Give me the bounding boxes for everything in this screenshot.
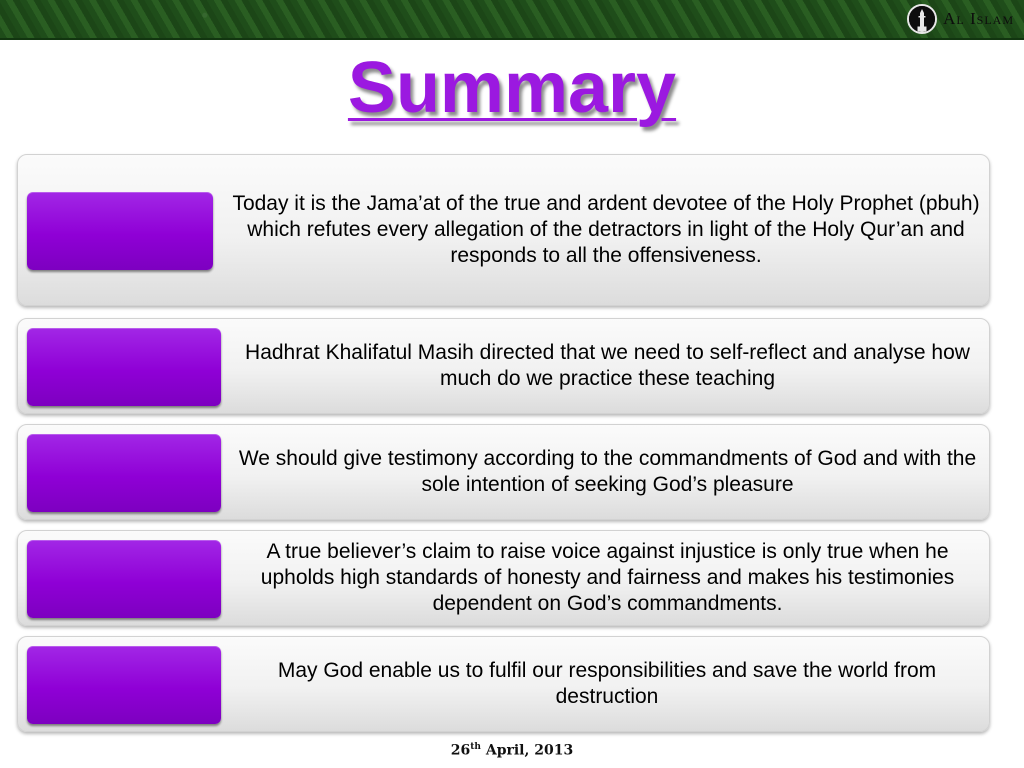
item-tab: [27, 646, 221, 724]
item-tab: [27, 192, 213, 270]
summary-item: [17, 424, 990, 520]
item-text: We should give testimony according to the commandments of God and with the sole intention of seeking God’s pleasure: [238, 447, 977, 496]
date-day: 26: [450, 742, 471, 759]
item-tab: [27, 328, 221, 406]
brand-name: Al Islam: [943, 9, 1014, 28]
date-rest: April, 2013: [485, 742, 574, 759]
summary-item: [17, 318, 990, 414]
summary-item: [17, 154, 990, 306]
item-tab: [27, 540, 221, 618]
item-tab: [27, 434, 221, 512]
minaret-icon: [907, 4, 937, 34]
brand-logo: [907, 3, 1014, 35]
summary-item: [17, 530, 990, 626]
item-text: A true believer’s claim to raise voice against injustice is only true when he upholds high standards of honesty and fairness and makes his testimonies dependent on God’s commandments.: [260, 540, 955, 615]
date-suffix: th: [470, 742, 481, 752]
item-text: Hadhrat Khalifatul Masih directed that we need to self-reflect and analyse how much do we practice these teaching: [245, 341, 970, 390]
summary-item: [17, 636, 990, 732]
top-banner: [0, 0, 1024, 40]
footer-date: [0, 742, 1024, 759]
item-text: Today it is the Jama’at of the true and ardent devotee of the Holy Prophet (pbuh) which refutes every allegation of the detractors in light of the Holy Qur’an and responds to all the offensiveness.: [232, 192, 980, 267]
item-text: May God enable us to fulfil our responsibilities and save the world from destruction: [277, 659, 937, 708]
page-title: Summary: [347, 48, 677, 128]
